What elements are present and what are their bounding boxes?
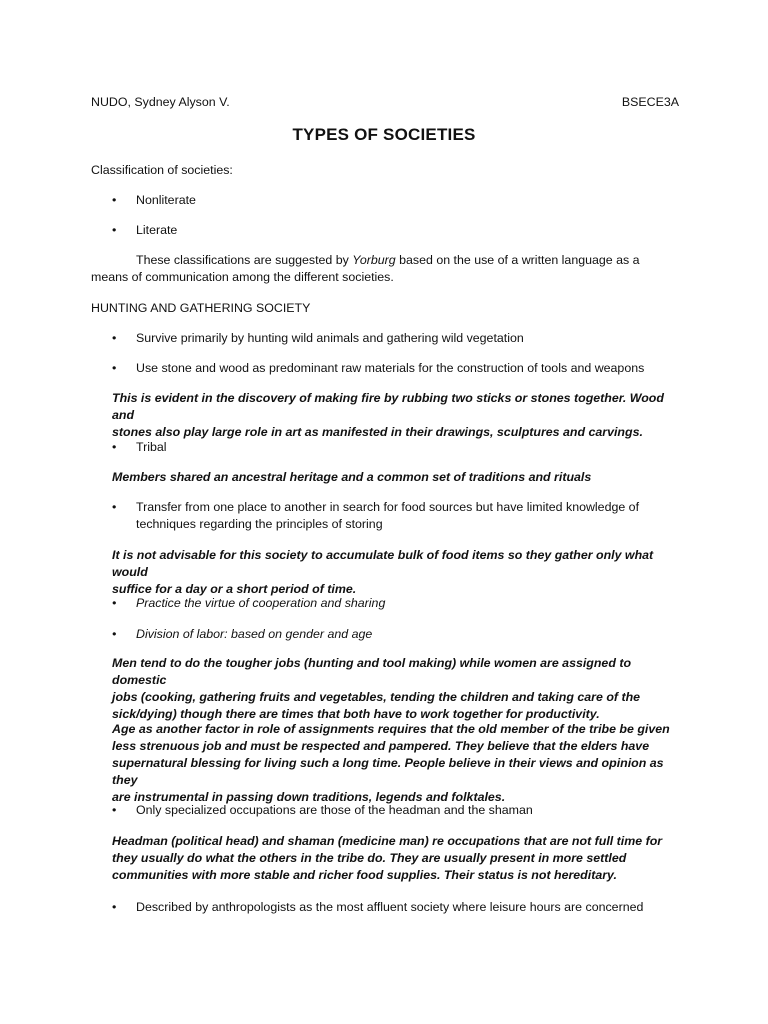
bullet-icon: • xyxy=(112,596,117,610)
document-header xyxy=(91,94,679,111)
list-item-text: Division of labor: based on gender and age xyxy=(136,627,373,641)
classification-heading: Classification of societies: xyxy=(91,163,233,177)
paragraph-line: Age as another factor in role of assignments requires that the old member of the tribe be given xyxy=(112,722,670,736)
section-code: BSECE3A xyxy=(621,95,679,109)
paragraph xyxy=(112,390,672,441)
bullet-icon: • xyxy=(112,223,117,237)
list-item-line: Transfer from one place to another in search for food sources but have limited knowledge of xyxy=(136,500,640,514)
paragraph-line: sick/dying) though there are times that both have to work together for productivity. xyxy=(112,707,600,721)
page-title: TYPES OF SOCIETIES xyxy=(292,125,476,144)
list-item-text: Only specialized occupations are those of the headman and the shaman xyxy=(136,803,533,817)
classification-note xyxy=(136,252,696,269)
paragraph-line: Headman (political head) and shaman (medicine man) re occupations that are not full time for xyxy=(112,834,663,848)
classification-note-line2: means of communication among the different societies. xyxy=(91,270,394,284)
paragraph-line: less strenuous job and must be respected and pampered. They believe that the elders have xyxy=(112,739,650,753)
paragraph xyxy=(112,833,672,884)
paragraph-line: Men tend to do the tougher jobs (hunting and tool making) while women are assigned to domestic xyxy=(112,656,632,687)
paragraph-line: stones also play large role in art as manifested in their drawings, sculptures and carvings. xyxy=(112,425,643,439)
paragraph xyxy=(112,469,672,486)
list-item-text: Tribal xyxy=(136,440,167,454)
note-author: Yorburg xyxy=(352,253,396,267)
paragraph-line: are instrumental in passing down traditions, legends and folktales. xyxy=(112,790,506,804)
student-name: NUDO, Sydney Alyson V. xyxy=(91,95,230,109)
paragraph-line: It is not advisable for this society to accumulate bulk of food items so they gather only what would xyxy=(112,548,654,579)
bullet-icon: • xyxy=(112,900,117,914)
bullet-icon: • xyxy=(112,193,117,207)
list-item-text: Use stone and wood as predominant raw materials for the construction of tools and weapons xyxy=(136,361,645,375)
note-text: based on the use of a written language as a xyxy=(395,253,640,267)
paragraph-line: This is evident in the discovery of making fire by rubbing two sticks or stones together. Wood and xyxy=(112,391,664,422)
bullet-icon: • xyxy=(112,361,117,375)
paragraph-line: they usually do what the others in the tribe do. They are usually present in more settled xyxy=(112,851,627,865)
list-item-text: Survive primarily by hunting wild animals and gathering wild vegetation xyxy=(136,331,524,345)
bullet-icon: • xyxy=(112,627,117,641)
paragraph-line: supernatural blessing for living such a long time. People believe in their views and opinion as they xyxy=(112,756,664,787)
list-item-line: techniques regarding the principles of storing xyxy=(136,517,383,531)
list-item-text: Nonliterate xyxy=(136,193,196,207)
paragraph xyxy=(112,547,672,598)
bullet-icon: • xyxy=(112,331,117,345)
bullet-icon: • xyxy=(112,440,117,454)
paragraph xyxy=(112,721,672,806)
note-text: These classifications are suggested by xyxy=(136,253,353,267)
paragraph-line: communities with more stable and richer food supplies. Their status is not hereditary. xyxy=(112,868,617,882)
paragraph-line: Members shared an ancestral heritage and a common set of traditions and rituals xyxy=(112,470,592,484)
paragraph-line: jobs (cooking, gathering fruits and vegetables, tending the children and taking care of the xyxy=(112,690,641,704)
list-item-text: Literate xyxy=(136,223,178,237)
bullet-icon: • xyxy=(112,803,117,817)
list-item-text xyxy=(136,499,668,533)
bullet-icon: • xyxy=(112,500,117,514)
list-item xyxy=(112,499,668,533)
paragraph-line: suffice for a day or a short period of time. xyxy=(112,582,357,596)
list-item-text: Practice the virtue of cooperation and sharing xyxy=(136,596,386,610)
paragraph xyxy=(112,655,672,723)
list-item-text: Described by anthropologists as the most affluent society where leisure hours are concerned xyxy=(136,900,644,914)
section-heading: HUNTING AND GATHERING SOCIETY xyxy=(91,301,311,315)
